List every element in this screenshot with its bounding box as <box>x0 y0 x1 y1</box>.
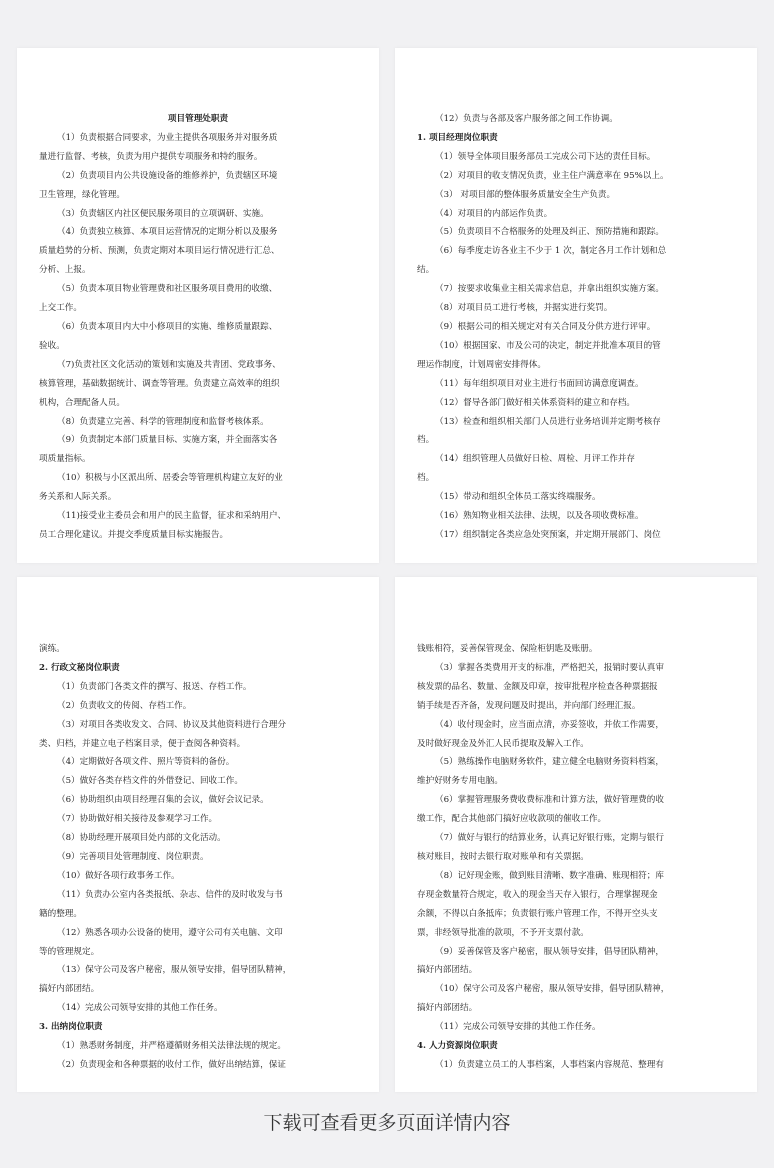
text-line: （8）对项目员工进行考核，并据实进行奖罚。 <box>435 303 613 314</box>
section-heading: 1. 项目经理岗位职责 <box>417 132 498 143</box>
text-line: （1）熟悉财务制度，并严格遵循财务相关法律法规的规定。 <box>57 1041 286 1052</box>
text-line: 搞好内部团结。 <box>417 1003 478 1014</box>
document-page-2 <box>395 48 757 563</box>
download-more-text[interactable]: 下载可查看更多页面详情内容 <box>263 1112 511 1134</box>
text-line: （12）熟悉各项办公设备的使用，遵守公司有关电脑、文印 <box>57 927 283 938</box>
section-heading: 2. 行政文秘岗位职责 <box>39 662 120 673</box>
text-line: （4）对项目的内部运作负责。 <box>435 208 553 219</box>
text-line: 核对账目，按时去银行取对账单和有关票据。 <box>417 851 589 862</box>
page-title: 项目管理处职责 <box>167 114 229 124</box>
text-line: （10）保守公司及客户秘密，服从领导安排，倡导团队精神， <box>435 984 670 995</box>
text-line: 搞好内部团结。 <box>417 965 478 976</box>
text-line: （5）做好各类存档文件的外借登记、回收工作。 <box>57 776 243 787</box>
text-line: 结。 <box>417 265 435 276</box>
text-line: 档。 <box>417 435 435 446</box>
text-line: 等的管理规定。 <box>39 946 100 957</box>
text-line: （2）对项目的收支情况负责，业主住户满意率在 95%以上。 <box>435 170 669 181</box>
text-line: （6）每季度走访各业主不少于 1 次，制定各月工作计划和总 <box>435 246 667 257</box>
text-line: 维护好财务专用电脑。 <box>417 776 503 787</box>
text-line: （5）负责项目不合格服务的处理及纠正、预防措施和跟踪。 <box>435 227 664 238</box>
text-line: （6）负责本项目内大中小修项目的实施、维修质量跟踪、 <box>57 321 278 332</box>
text-line: （10）根据国家、市及公司的决定，制定并批准本项目的管 <box>435 340 661 351</box>
text-line: 上交工作。 <box>39 303 82 314</box>
document-page-3 <box>17 577 379 1092</box>
text-line: （2）负责项目内公共设施设备的维修养护，负责辖区环境 <box>57 170 278 181</box>
text-line: 机构，合理配备人员。 <box>39 397 125 408</box>
text-line: （8）记好现金账，做到账目清晰、数字准确、账现相符；库 <box>435 870 664 881</box>
text-line: （4）定期做好各项文件、照片等资料的备份。 <box>57 757 235 768</box>
text-line: 量进行监督、考核，负责为用户提供专项服务和特约服务。 <box>39 151 263 162</box>
text-line: （8）协助经理开展项目处内部的文化活动。 <box>57 833 226 844</box>
text-line: （9）完善项目处管理制度、岗位职责。 <box>57 851 209 862</box>
text-line: （5）负责本项目物业管理费和社区服务项目费用的收缴、 <box>57 284 278 295</box>
text-line: 存现金数量符合规定，收入的现金当天存入银行，合理掌握现金 <box>417 889 658 900</box>
text-line: （17）组织制定各类应急处突预案，并定期开展部门、岗位 <box>435 529 661 540</box>
text-line: （9）妥善保管及客户秘密，服从领导安排，倡导团队精神， <box>435 946 664 957</box>
text-line: （7）按要求收集业主相关需求信息，并拿出组织实施方案。 <box>435 284 664 295</box>
text-line: （14）组织管理人员做好日检、周检、月评工作并存 <box>435 454 635 465</box>
text-line: （6）掌握管理服务费收费标准和计算方法，做好管理费的收 <box>435 795 664 806</box>
text-line: （11)接受业主委员会和用户的民主监督，征求和采纳用户、 <box>57 511 287 522</box>
text-line: （12）督导各部门做好相关体系资料的建立和存档。 <box>435 397 635 408</box>
text-line: （2）负责现金和各种票据的收付工作，做好出纳结算，保证 <box>57 1059 286 1070</box>
text-line: 档。 <box>417 473 435 484</box>
text-line: 缴工作，配合其他部门搞好应收款项的催收工作。 <box>417 814 607 825</box>
section-heading: 3. 出纳岗位职责 <box>39 1022 103 1033</box>
text-line: （11）完成公司领导安排的其他工作任务。 <box>435 1022 601 1033</box>
text-line: 核算管理，基础数据统计、调查等管理。负责建立高效率的组织 <box>39 378 280 389</box>
text-line: （11）负责办公室内各类报纸、杂志、信件的及时收发与书 <box>57 889 283 900</box>
text-line: （3）对项目各类收发文、合同、协议及其他资料进行合理分 <box>57 719 286 730</box>
text-line: 籍的整理。 <box>39 908 82 919</box>
section-heading: 4. 人力资源岗位职责 <box>417 1041 498 1052</box>
text-line: 核发票的品名、数量、金额及印章，按审批程序检查各种票据报 <box>417 681 658 692</box>
text-line: 员工合理化建议。并提交季度质量目标实施报告。 <box>39 529 229 540</box>
text-line: 验收。 <box>39 340 65 351</box>
text-line: （3） 对项目部的整体服务质量安全生产负责。 <box>435 189 616 200</box>
text-line: （15）带动和组织全体员工落实终端服务。 <box>435 492 601 503</box>
text-line: （4）负责独立核算、本项目运营情况的定期分析以及服务 <box>57 227 278 238</box>
text-line: （7）做好与银行的结算业务，认真记好银行账，定期与银行 <box>435 833 664 844</box>
text-line: 销手续是否齐备，发现问题及时提出，并向部门经理汇报。 <box>417 700 641 711</box>
text-line: （9）负责制定本部门质量目标、实施方案，并全面落实各 <box>57 435 278 446</box>
text-line: 质量趋势的分析、预测，负责定期对本项目运行情况进行汇总、 <box>39 246 280 257</box>
text-line: 项质量指标。 <box>39 454 91 465</box>
text-line: （7）协助做好相关接待及参观学习工作。 <box>57 814 218 825</box>
text-line: （2）负责收文的传阅、存档工作。 <box>57 700 192 711</box>
text-line: （3）掌握各类费用开支的标准，严格把关，报销时要认真审 <box>435 662 664 673</box>
text-line: （12）负责与各部及客户服务部之间工作协调。 <box>435 114 618 124</box>
text-line: （7)负责社区文化活动的策划和实施及共青团、党政事务、 <box>57 359 281 370</box>
text-line: （14）完成公司领导安排的其他工作任务。 <box>57 1003 223 1014</box>
text-line: （5）熟练操作电脑财务软件，建立健全电脑财务资料档案， <box>435 757 664 768</box>
text-line: 钱账相符，妥善保管现金、保险柜钥匙及账册。 <box>417 644 598 654</box>
document-page-1 <box>17 48 379 563</box>
text-line: （11）每年组织项目对业主进行书面回访满意度调查。 <box>435 378 644 389</box>
text-line: 务关系和人际关系。 <box>39 492 117 503</box>
text-line: 余额，不得以白条抵库；负责银行账户管理工作，不得开空头支 <box>417 908 658 919</box>
text-line: （8）负责建立完善、科学的管理制度和监督考核体系。 <box>57 416 269 427</box>
text-line: 票，非经领导批准的款项，不予开支票付款。 <box>417 927 589 938</box>
text-line: （6）协助组织由项目经理召集的会议，做好会议记录。 <box>57 795 269 806</box>
text-line: （10）做好各项行政事务工作。 <box>57 870 180 881</box>
text-line: 搞好内部团结。 <box>39 984 100 995</box>
text-line: 理运作制度，计划周密安排得体。 <box>417 359 546 370</box>
text-line: （16）熟知物业相关法律、法规，以及各项收费标准。 <box>435 511 644 522</box>
text-line: （1）领导全体项目服务部员工完成公司下达的责任目标。 <box>435 151 656 162</box>
document-page-4 <box>395 577 757 1092</box>
text-line: 演练。 <box>39 644 65 654</box>
text-line: （4）收付现金时，应当面点清，亦妥签收，并依工作需要， <box>435 719 664 730</box>
text-line: 及时做好现金及外汇人民币提取及解入工作。 <box>417 738 589 749</box>
text-line: （3）负责辖区内社区便民服务项目的立项调研、实施。 <box>57 208 269 219</box>
text-line: （1）负责建立员工的人事档案，人事档案内容规范、整理有 <box>435 1059 664 1070</box>
text-line: （13）检查和组织相关部门人员进行业务培训并定期考核存 <box>435 416 661 427</box>
text-line: 卫生管理，绿化管理。 <box>39 189 125 200</box>
text-line: （10）积极与小区派出所、居委会等管理机构建立友好的业 <box>57 473 283 484</box>
text-line: 分析、上报。 <box>39 265 91 276</box>
text-line: （1）负责部门各类文件的撰写、报送、存档工作。 <box>57 681 252 692</box>
text-line: 类、归档，并建立电子档案目录，便于查阅各种资料。 <box>39 738 246 749</box>
text-line: （13）保守公司及客户秘密，服从领导安排，倡导团队精神， <box>57 965 292 976</box>
text-line: （1）负责根据合同要求，为业主提供各项服务并对服务质 <box>57 132 278 143</box>
text-line: （9）根据公司的相关规定对有关合同及分供方进行评审。 <box>435 321 656 332</box>
